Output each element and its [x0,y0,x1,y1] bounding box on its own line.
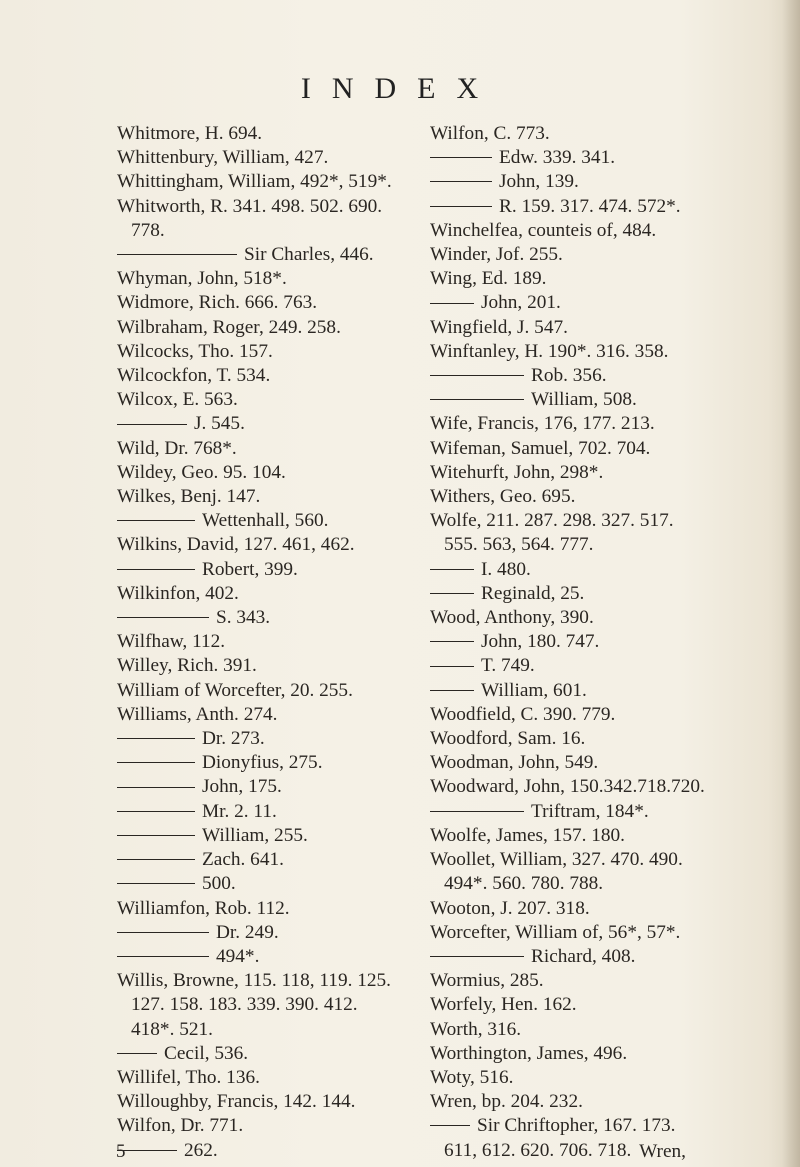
index-entry [430,267,800,291]
index-entry-text: Wormius, 285. [430,970,544,992]
index-entry-text: Wren, bp. 204. 232. [430,1091,583,1113]
ditto-rule [430,375,524,376]
index-entry-text: Wilfon, Dr. 771. [117,1115,244,1137]
index-entry-text: Wettenhall, 560. [202,510,329,532]
index-entry-text: Willoughby, Francis, 142. 144. [117,1091,356,1113]
index-entry-text: Woty, 516. [430,1066,514,1088]
index-entry-text: Winchelfea, counteis of, 484. [430,219,657,241]
ditto-rule [430,690,474,691]
index-entry-text: J. 545. [194,413,245,435]
ditto-rule [117,762,195,763]
index-entry [430,364,800,388]
index-entry-text: Wifeman, Samuel, 702. 704. [430,437,651,459]
index-entry [430,679,800,703]
index-entry-text: Wife, Francis, 176, 177. 213. [430,413,655,435]
ditto-rule [430,569,474,570]
ditto-rule [117,859,195,860]
index-entry [430,533,800,557]
index-entry-text: Withers, Geo. 695. [430,486,576,508]
index-entry-text: Triftram, 184*. [531,800,649,822]
index-entry [430,993,800,1017]
signature-mark: 5 [116,1141,126,1162]
index-entry-text: John, 175. [202,776,282,798]
index-entry [430,219,800,243]
ditto-rule [117,835,195,836]
ditto-rule [117,956,209,957]
index-entry [430,872,800,896]
index-entry-text: Worthington, James, 496. [430,1042,628,1064]
index-entry-text: Woodford, Sam. 16. [430,728,586,750]
page-title: INDEX [300,72,500,105]
index-entry [430,848,800,872]
index-entry-text: Williams, Anth. 274. [117,703,278,725]
index-entry-text: Woollet, William, 327. 470. 490. [430,849,683,871]
index-entry-text: Wooton, J. 207. 318. [430,897,590,919]
index-entry-text: 778. [131,219,165,241]
ditto-rule [117,520,195,521]
index-entry-text: John, 201. [481,292,561,314]
index-entry [430,243,800,267]
index-entry [430,291,800,315]
index-entry [430,751,800,775]
index-entry-text: Wilkinfon, 402. [117,582,239,604]
index-entry-text: Woodfield, C. 390. 779. [430,703,616,725]
index-entry-text: Willis, Browne, 115. 118, 119. 125. [117,970,391,992]
index-entry-text: William, 508. [531,389,637,411]
ditto-rule [117,883,195,884]
ditto-rule [430,157,492,158]
index-entry-text: 500. [202,873,236,895]
index-entry [430,897,800,921]
index-entry-text: Wingfield, J. 547. [430,316,568,338]
ditto-rule [117,1150,177,1151]
index-entry-text: Willifel, Tho. 136. [117,1066,260,1088]
ditto-rule [117,617,209,618]
index-entry-text: Whittingham, William, 492*, 519*. [117,171,392,193]
index-entry-text: Whitworth, R. 341. 498. 502. 690. [117,195,383,217]
ditto-rule [430,206,492,207]
index-entry-text: William, 255. [202,824,308,846]
ditto-rule [117,1053,157,1054]
index-entry [430,170,800,194]
index-entry [430,509,800,533]
index-entry [430,800,800,824]
index-entry-text: 418*. 521. [131,1018,213,1040]
index-entry-text: Wilfhaw, 112. [117,631,226,653]
index-entry [430,485,800,509]
index-entry-text: Sir Chriftopher, 167. 173. [477,1115,676,1137]
index-entry-text: Richard, 408. [531,945,636,967]
index-entry-text: 555. 563, 564. 777. [444,534,594,556]
index-entry-text: Woodman, John, 549. [430,752,599,774]
index-entry [430,727,800,751]
ditto-rule [430,593,474,594]
index-entry-text: Wildey, Geo. 95. 104. [117,461,286,483]
index-entry-text: Wilbraham, Roger, 249. 258. [117,316,341,338]
index-entry [430,461,800,485]
ditto-rule [430,956,524,957]
index-entry [430,945,800,969]
ditto-rule [117,254,237,255]
index-entry [430,558,800,582]
index-entry [430,412,800,436]
index-entry-text: Worth, 316. [430,1018,522,1040]
index-entry [430,969,800,993]
index-entry-text: I. 480. [481,558,531,580]
index-entry [430,340,800,364]
index-entry-text: 494*. [216,945,260,967]
index-entry [430,582,800,606]
index-entry-text: Dr. 273. [202,728,265,750]
index-entry-text: Cecil, 536. [164,1042,249,1064]
index-entry-text: Wilcockfon, T. 534. [117,365,271,387]
index-entry [430,1139,800,1163]
ditto-rule [430,666,474,667]
ditto-rule [430,1125,470,1126]
index-entry-text: Dr. 249. [216,921,279,943]
index-entry-text: John, 139. [499,171,579,193]
index-entry [430,921,800,945]
index-entry-text: Wood, Anthony, 390. [430,607,594,629]
index-entry-text: William of Worcefter, 20. 255. [117,679,353,701]
index-entry-text: Zach. 641. [202,849,284,871]
index-entry-text: Whitmore, H. 694. [117,123,263,144]
index-entry-text: Dionyfius, 275. [202,752,323,774]
index-entry-text: Edw. 339. 341. [499,147,616,169]
index-entry [430,824,800,848]
index-entry-text: Sir Charles, 446. [244,244,374,266]
index-entry-text: Rob. 356. [531,365,607,387]
catchword: Wren, [639,1141,686,1162]
index-entry-text: Winder, Jof. 255. [430,244,563,266]
index-entry-text: Wing, Ed. 189. [430,268,547,290]
index-entry [430,654,800,678]
index-entry [430,1090,800,1114]
index-entry [430,316,800,340]
index-entry-text: Woolfe, James, 157. 180. [430,824,625,846]
index-entry-text: Witehurft, John, 298*. [430,461,604,483]
index-entry-text: 262. [184,1139,218,1161]
ditto-rule [117,932,209,933]
index-entry [430,703,800,727]
index-entry-text: Wilkes, Benj. 147. [117,486,261,508]
index-entry [430,122,800,146]
index-entry-text: Williamfon, Rob. 112. [117,897,290,919]
index-entry-text: Reginald, 25. [481,582,585,604]
index-entry-text: 611, 612. 620. 706. 718. [444,1139,632,1161]
index-entry [430,606,800,630]
index-entry-text: Winftanley, H. 190*. 316. 358. [430,340,669,362]
ditto-rule [117,787,195,788]
index-entry-text: Wilfon, C. 773. [430,123,550,144]
index-entry-text: R. 159. 317. 474. 572*. [499,195,681,217]
index-entry-text: 494*. 560. 780. 788. [444,873,604,895]
ditto-rule [430,399,524,400]
index-entry [430,1018,800,1042]
index-entry-text: Robert, 399. [202,558,298,580]
ditto-rule [430,811,524,812]
index-entry-text: Mr. 2. 11. [202,800,277,822]
index-entry [430,388,800,412]
index-column-right [430,122,800,1163]
ditto-rule [117,738,195,739]
index-entry [430,1114,800,1138]
ditto-rule [117,569,195,570]
index-entry-text: Wilcox, E. 563. [117,389,238,411]
index-entry-text: Worfely, Hen. 162. [430,994,577,1016]
index-entry-text: Whyman, John, 518*. [117,268,287,290]
index-entry-text: Wilkins, David, 127. 461, 462. [117,534,355,556]
index-entry-text: T. 749. [481,655,535,677]
index-entry-text: Wilcocks, Tho. 157. [117,340,273,362]
index-entry-text: William, 601. [481,679,587,701]
index-entry [430,1066,800,1090]
index-entry [430,1042,800,1066]
index-entry [430,195,800,219]
index-entry-text: John, 180. 747. [481,631,600,653]
index-entry [430,775,800,799]
ditto-rule [430,181,492,182]
index-entry [430,630,800,654]
index-entry-text: Widmore, Rich. 666. 763. [117,292,318,314]
index-entry-text: Woodward, John, 150.342.718.720. [430,776,705,798]
index-entry-text: Whittenbury, William, 427. [117,147,329,169]
ditto-rule [430,641,474,642]
ditto-rule [117,424,187,425]
index-entry-text: 127. 158. 183. 339. 390. 412. [131,994,358,1016]
index-entry-text: S. 343. [216,607,271,629]
index-entry-text: Willey, Rich. 391. [117,655,257,677]
index-entry [430,437,800,461]
index-entry-text: Wolfe, 211. 287. 298. 327. 517. [430,510,674,532]
index-entry [430,146,800,170]
index-entry-text: Wild, Dr. 768*. [117,437,237,459]
ditto-rule [430,303,474,304]
index-entry-text: Worcefter, William of, 56*, 57*. [430,921,681,943]
ditto-rule [117,811,195,812]
